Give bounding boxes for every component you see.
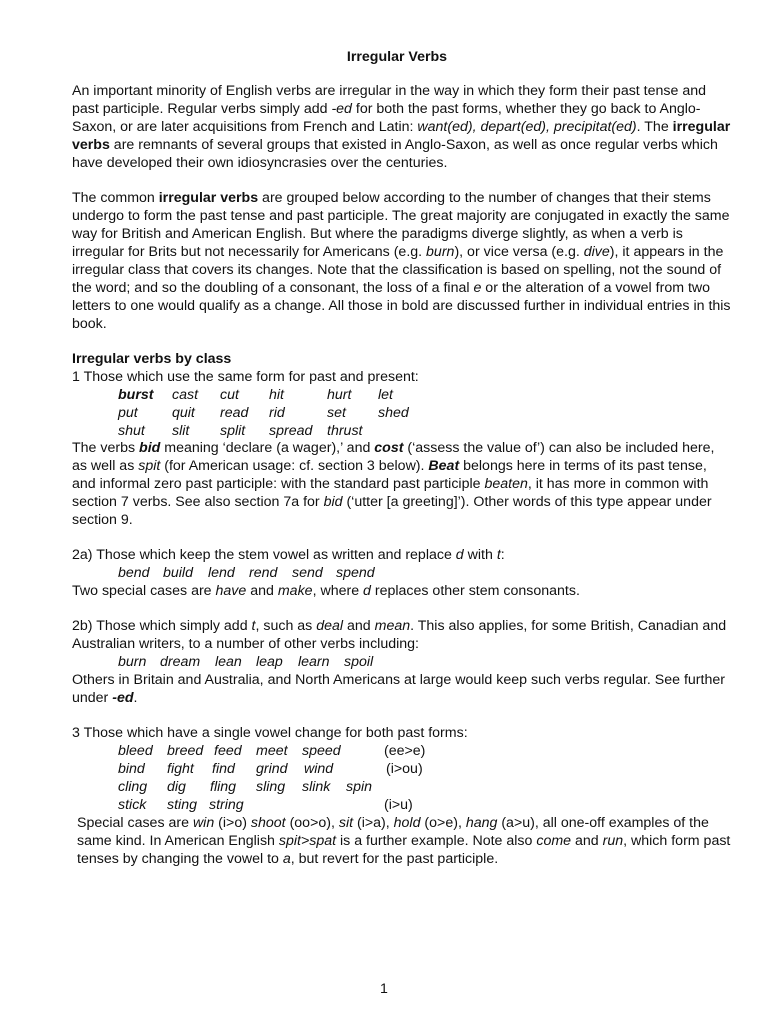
verb-word: send <box>292 565 323 581</box>
verb-word: hit <box>269 387 284 403</box>
section2b-paragraph: Others in Britain and Australia, and North Americans at large would keep such verbs regular. See further under -ed. <box>72 672 725 706</box>
verb-word: shed <box>378 405 409 421</box>
verb-word: dream <box>160 654 201 670</box>
verb-word: wind <box>304 761 334 777</box>
verb-word: find <box>212 761 235 777</box>
verb-word: feed <box>214 743 242 759</box>
verb-word: burn <box>118 654 147 670</box>
page-title: Irregular Verbs <box>346 49 448 65</box>
verb-word: stick <box>118 797 147 813</box>
verb-word: meet <box>256 743 288 759</box>
verb-word: breed <box>167 743 204 759</box>
verb-word: put <box>118 405 138 421</box>
verb-word: shut <box>118 423 145 439</box>
vowel-change-note: (ee>e) <box>384 743 426 759</box>
verb-word: lean <box>215 654 242 670</box>
verb-word: build <box>163 565 193 581</box>
classification-paragraph: The common irregular verbs are grouped below according to the number of changes that their stems undergo to form the past tense and past participle. The great majority are conjugated in exactly the same way for British and American English. But where the paradigms diverge slightly, as when a verb is irregular for Brits but not necessarily for Americans (e.g. burn), or vice versa (e.g. dive), it appears in the irregular class that covers its changes. Note that the classification is based on spelling, not the sound of the word; and so the doubling of a consonant, the loss of a final e or the alteration of a vowel from two letters to one would qualify as a change. All those in bold are discussed further in individual entries in this book. <box>72 190 731 332</box>
verb-word: cling <box>118 779 148 795</box>
section1-paragraph: The verbs bid meaning ‘declare (a wager),’ and cost (‘assess the value of’) can also be included here, as well as spit (for American usage: cf. section 3 below). Beat belongs here in terms of its past tense, and informal zero past participle: with the standard past participle beaten, it has more in common with section 7 verbs. See also section 7a for bid (‘utter [a greeting]’). Other words of this type appear under section 9. <box>72 440 715 528</box>
verb-word: rid <box>269 405 285 421</box>
verb-word: hurt <box>327 387 352 403</box>
page-number: 1 <box>380 981 388 997</box>
section2b-intro: 2b) Those which simply add t, such as deal and mean. This also applies, for some British, Canadian and Australian writers, to a number of other verbs including: <box>72 618 727 652</box>
verb-word: set <box>327 405 346 421</box>
section3-intro: 3 Those which have a single vowel change for both past forms: <box>72 725 468 741</box>
verb-word: let <box>378 387 393 403</box>
verb-word: string <box>209 797 244 813</box>
section-heading: Irregular verbs by class <box>72 351 232 367</box>
verb-word: bind <box>118 761 145 777</box>
verb-word: grind <box>256 761 288 777</box>
verb-word: spoil <box>344 654 374 670</box>
verb-word: spend <box>336 565 375 581</box>
section2a-intro: 2a) Those which keep the stem vowel as written and replace d with t: <box>72 547 505 563</box>
verb-word: sting <box>167 797 197 813</box>
verb-word: slit <box>172 423 190 439</box>
verb-word: spread <box>269 423 313 439</box>
section2a-paragraph: Two special cases are have and make, where d replaces other stem consonants. <box>72 583 580 599</box>
verb-word: fling <box>210 779 237 795</box>
verb-word: thrust <box>327 423 363 439</box>
verb-word: read <box>220 405 249 421</box>
verb-word: rend <box>249 565 278 581</box>
intro-paragraph: An important minority of English verbs are irregular in the way in which they form their past tense and past participle. Regular verbs simply add -ed for both the past forms, whether they go back to Anglo-Saxon, or are later acquisitions from French and Latin: want(ed), depart(ed), precipitat(ed). The irregular verbs are remnants of several groups that existed in Anglo-Saxon, as well as once regular verbs which have developed their own idiosyncrasies over the centuries. <box>72 83 731 171</box>
verb-word: learn <box>298 654 330 670</box>
verb-word: dig <box>167 779 186 795</box>
verb-word: bleed <box>118 743 153 759</box>
verb-word: speed <box>302 743 341 759</box>
verb-word: quit <box>172 405 195 421</box>
verb-word: cast <box>172 387 199 403</box>
vowel-change-note: (i>ou) <box>386 761 423 777</box>
vowel-change-note: (i>u) <box>384 797 413 813</box>
verb-word: spin <box>346 779 373 795</box>
verb-word: bend <box>118 565 150 581</box>
section3-paragraph: Special cases are win (i>o) shoot (oo>o), sit (i>a), hold (o>e), hang (a>u), all one-off examples of the same kind. In American English spit>spat is a further example. Note also come and run, which form past tenses by changing the vowel to a, but revert for the past participle. <box>77 815 731 867</box>
verb-word: fight <box>167 761 194 777</box>
verb-word: sling <box>256 779 286 795</box>
verb-word: lend <box>208 565 235 581</box>
section1-intro: 1 Those which use the same form for past and present: <box>72 369 419 385</box>
verb-word: split <box>220 423 246 439</box>
verb-word: leap <box>256 654 283 670</box>
verb-word: cut <box>220 387 239 403</box>
verb-word: burst <box>118 387 154 403</box>
verb-word: slink <box>302 779 331 795</box>
